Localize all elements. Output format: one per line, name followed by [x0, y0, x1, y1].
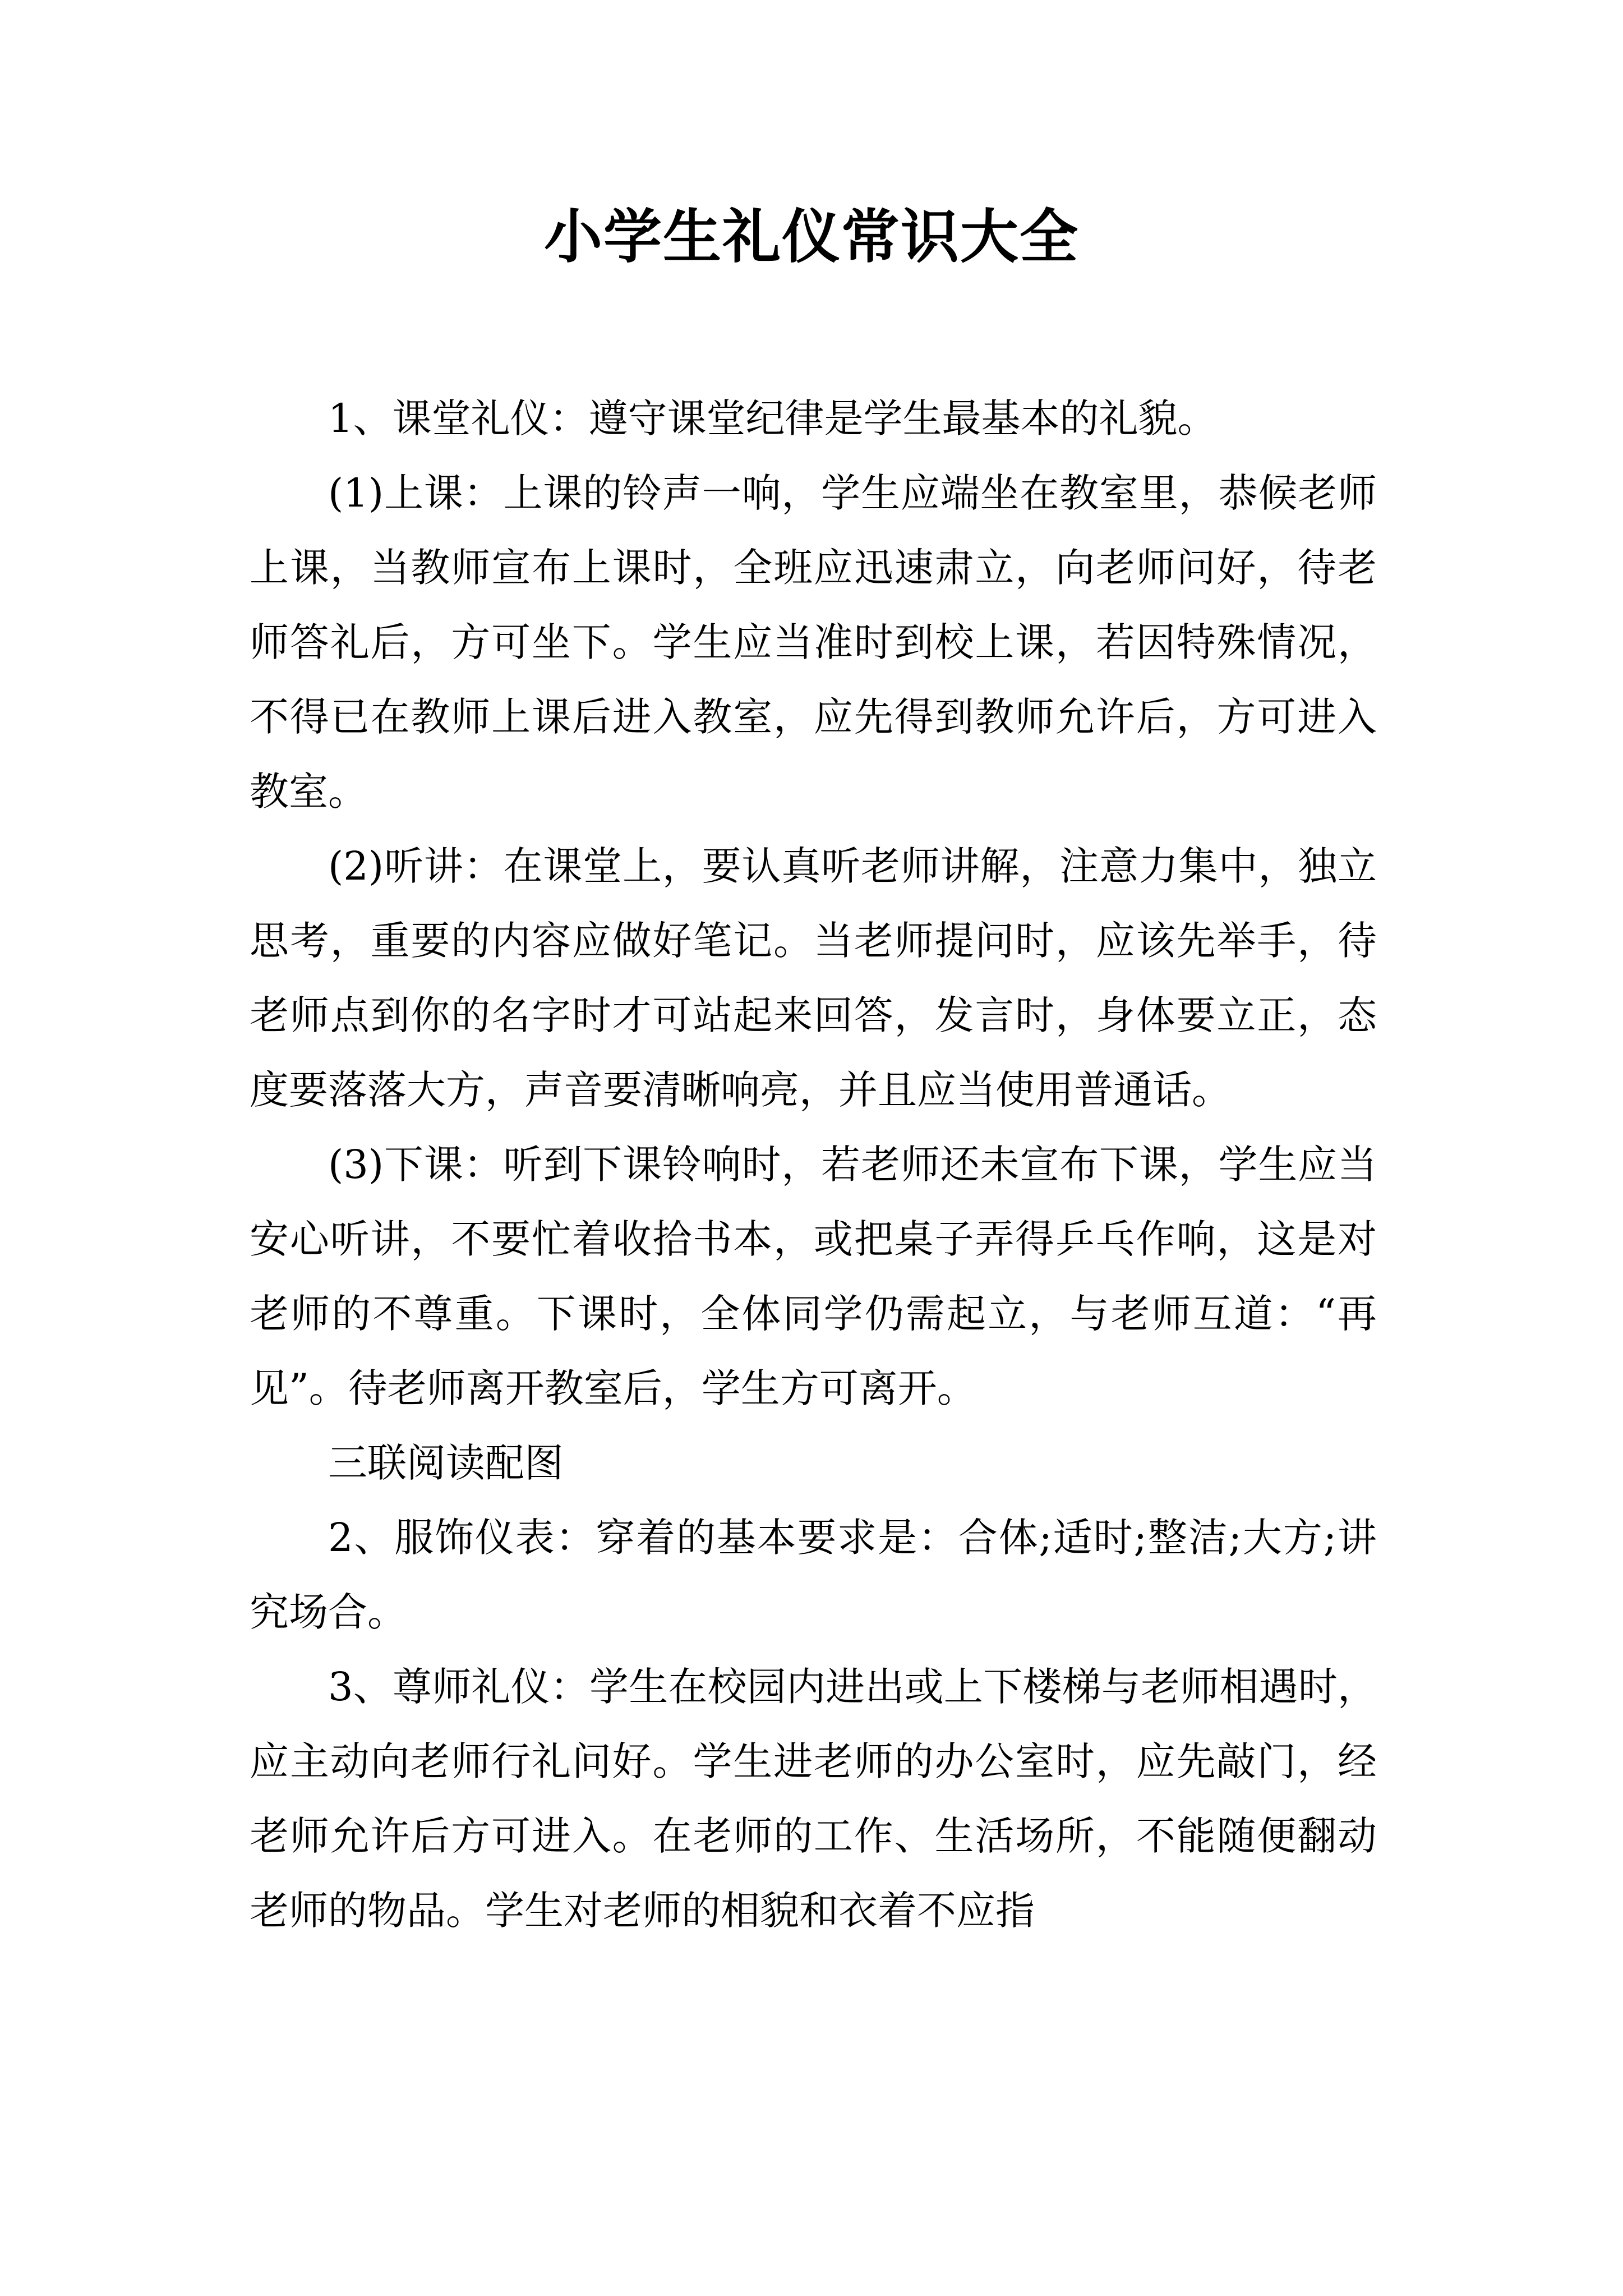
paragraph-dismissal: (3)下课：听到下课铃响时，若老师还未宣布下课，学生应当安心听讲，不要忙着收拾书本，或把桌子弄得乒乓作响，这是对老师的不尊重。下课时，全体同学仍需起立，与老师互道：“再见”。待老师离开教室后，学生方可离开。: [250, 1142, 1377, 1411]
document-body: [250, 381, 1377, 1948]
paragraph-listening: (2)听讲：在课堂上，要认真听老师讲解，注意力集中，独立思考，重要的内容应做好笔记。当老师提问时，应该先举手，待老师点到你的名字时才可站起来回答，发言时，身体要立正，态度要落落大方，声音要清晰响亮，并且应当使用普通话。: [250, 843, 1377, 1113]
paragraph-image-caption: 三联阅读配图: [328, 1440, 564, 1486]
paragraph-dress-code: 2、服饰仪表：穿着的基本要求是：合体;适时;整洁;大方;讲究场合。: [250, 1515, 1377, 1635]
paragraph-classroom-etiquette: 1、课堂礼仪：遵守课堂纪律是学生最基本的礼貌。: [328, 395, 1217, 441]
paragraph-attending-class: (1)上课：上课的铃声一响，学生应端坐在教室里，恭候老师上课，当教师宣布上课时，全班应迅速肃立，向老师问好，待老师答礼后，方可坐下。学生应当准时到校上课，若因特殊情况，不得已在教师上课后进入教室，应先得到教师允许后，方可进入教室。: [250, 470, 1377, 815]
document-title: 小学生礼仪常识大全: [543, 202, 1079, 271]
paragraph-respect-teachers: 3、尊师礼仪：学生在校园内进出或上下楼梯与老师相遇时，应主动向老师行礼问好。学生进老师的办公室时，应先敲门，经老师允许后方可进入。在老师的工作、生活场所，不能随便翻动老师的物品。学生对老师的相貌和衣着不应指: [250, 1664, 1377, 1934]
